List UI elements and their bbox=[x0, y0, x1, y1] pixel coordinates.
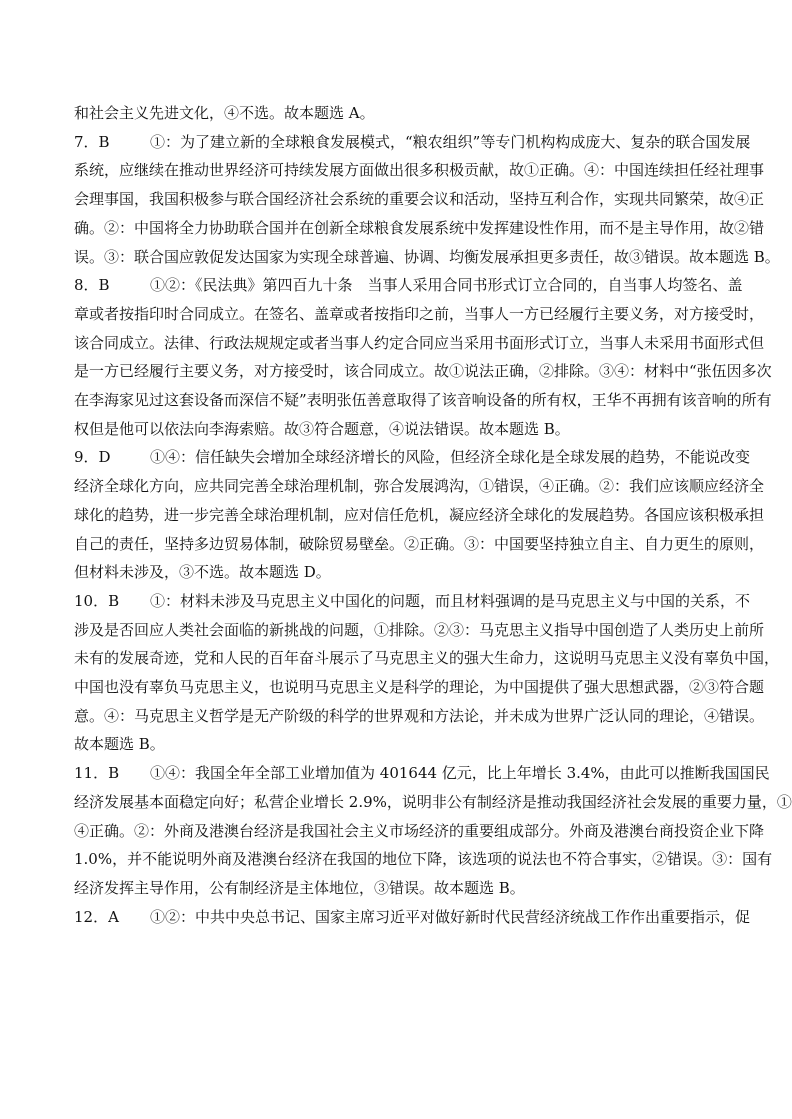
answer-first-line bbox=[74, 761, 770, 785]
text-line: 但材料未涉及，③不选。故本题选 D。 bbox=[74, 563, 331, 582]
text-line: 章或者按指印时合同成立。在签名、盖章或者按指印之前，当事人一方已经履行主要义务，对方接受时， bbox=[74, 304, 765, 323]
answer-number: 8．B bbox=[74, 276, 110, 295]
answer-number: 9．D bbox=[74, 448, 111, 467]
text-line: ④正确。②：外商及港澳台经济是我国社会主义市场经济的重要组成部分。外商及港澳台商投资企业下降 bbox=[74, 821, 765, 840]
answer-first-line bbox=[74, 589, 751, 613]
answer-number: 11．B bbox=[74, 764, 120, 783]
text-line: 误。③：联合国应敦促发达国家为实现全球普遍、协调、均衡发展承担更多责任，故③错误。故本题选 B。 bbox=[74, 247, 780, 266]
answer-text: ①：为了建立新的全球粮食发展模式，“粮农组织”等专门机构构成庞大、复杂的联合国发展 bbox=[150, 132, 751, 151]
text-line: 系统，应继续在推动世界经济可持续发展方面做出很多积极贡献，故①正确。④：中国连续担任经社理事 bbox=[74, 161, 765, 180]
text-line: 涉及是否回应人类社会面临的新挑战的问题，①排除。②③：马克思主义指导中国创造了人类历史上前所 bbox=[74, 620, 765, 639]
text-line: 确。②：中国将全力协助联合国并在创新全球粮食发展系统中发挥建设性作用，而不是主导作用，故②错 bbox=[74, 218, 765, 237]
answer-first-line bbox=[74, 905, 751, 929]
text-line: 自己的责任，坚持多边贸易体制，破除贸易壁垒。②正确。③：中国要坚持独立自主、自力更生的原则， bbox=[74, 534, 765, 553]
answer-text: ①：材料未涉及马克思主义中国化的问题，而且材料强调的是马克思主义与中国的关系，不 bbox=[150, 591, 751, 610]
answer-text: ①④：我国全年全部工业增加值为 401644 亿元，比上年增长 3.4%，由此可以推断我国国民 bbox=[150, 764, 770, 783]
text-line: 该合同成立。法律、行政法规规定或者当事人约定合同应当采用书面形式订立，当事人未采用书面形式但 bbox=[74, 333, 765, 352]
text-line: 经济发挥主导作用，公有制经济是主体地位，③错误。故本题选 B。 bbox=[74, 878, 525, 897]
answer-number: 12．A bbox=[74, 907, 119, 926]
answer-first-line bbox=[74, 445, 751, 469]
text-line: 未有的发展奇迹，党和人民的百年奋斗展示了马克思主义的强大生命力，这说明马克思主义没有辜负中国， bbox=[74, 649, 780, 668]
answer-text: ①②：中共中央总书记、国家主席习近平对做好新时代民营经济统战工作作出重要指示，促 bbox=[150, 907, 751, 926]
text-line: 中国也没有辜负马克思主义，也说明马克思主义是科学的理论，为中国提供了强大思想武器，②③符合题 bbox=[74, 678, 765, 696]
text-line: 会理事国，我国积极参与联合国经济社会系统的重要会议和活动，坚持互利合作，实现共同繁荣，故④正 bbox=[74, 190, 765, 209]
text-line: 和社会主义先进文化，④不选。故本题选 A。 bbox=[74, 104, 375, 122]
answer-first-line bbox=[74, 130, 751, 154]
text-line: 球化的趋势，进一步完善全球治理机制，应对信任危机，凝应经济全球化的发展趋势。各国应该积极承担 bbox=[74, 505, 765, 524]
text-line: 是一方已经履行主要义务，对方接受时，该合同成立。故①说法正确，②排除。③④：材料中“张伍因多次 bbox=[74, 362, 772, 381]
text-line: 意。④：马克思主义哲学是无产阶级的科学的世界观和方法论，并未成为世界广泛认同的理论，④错误。 bbox=[74, 706, 765, 725]
text-line: 权但是他可以依法向李海索赔。故③符合题意，④说法错误。故本题选 B。 bbox=[74, 419, 570, 438]
answer-number: 10．B bbox=[74, 591, 120, 610]
text-line: 故本题选 B。 bbox=[74, 735, 165, 754]
text-line: 经济全球化方向，应共同完善全球治理机制，弥合发展鸿沟，①错误，④正确。②：我们应该顺应经济全 bbox=[74, 477, 765, 496]
text-line: 1.0%，并不能说明外商及港澳台经济在我国的地位下降，该选项的说法也不符合事实，②错误。③：国有 bbox=[74, 850, 773, 869]
text-line: 经济发展基本面稳定向好；私营企业增长 2.9%，说明非公有制经济是推动我国经济社会发展的重要力量，① bbox=[74, 792, 792, 811]
answer-number: 7．B bbox=[74, 132, 110, 151]
answer-text: ①②：《民法典》第四百九十条 当事人采用合同书形式订立合同的，自当事人均签名、盖 bbox=[150, 276, 743, 295]
text-line: 在李海家见过这套设备而深信不疑”表明张伍善意取得了该音响设备的所有权，王华不再拥有该音响的所有 bbox=[74, 391, 772, 409]
answer-first-line bbox=[74, 273, 743, 297]
answer-text: ①④：信任缺失会增加全球经济增长的风险，但经济全球化是全球发展的趋势，不能说改变 bbox=[150, 448, 751, 467]
